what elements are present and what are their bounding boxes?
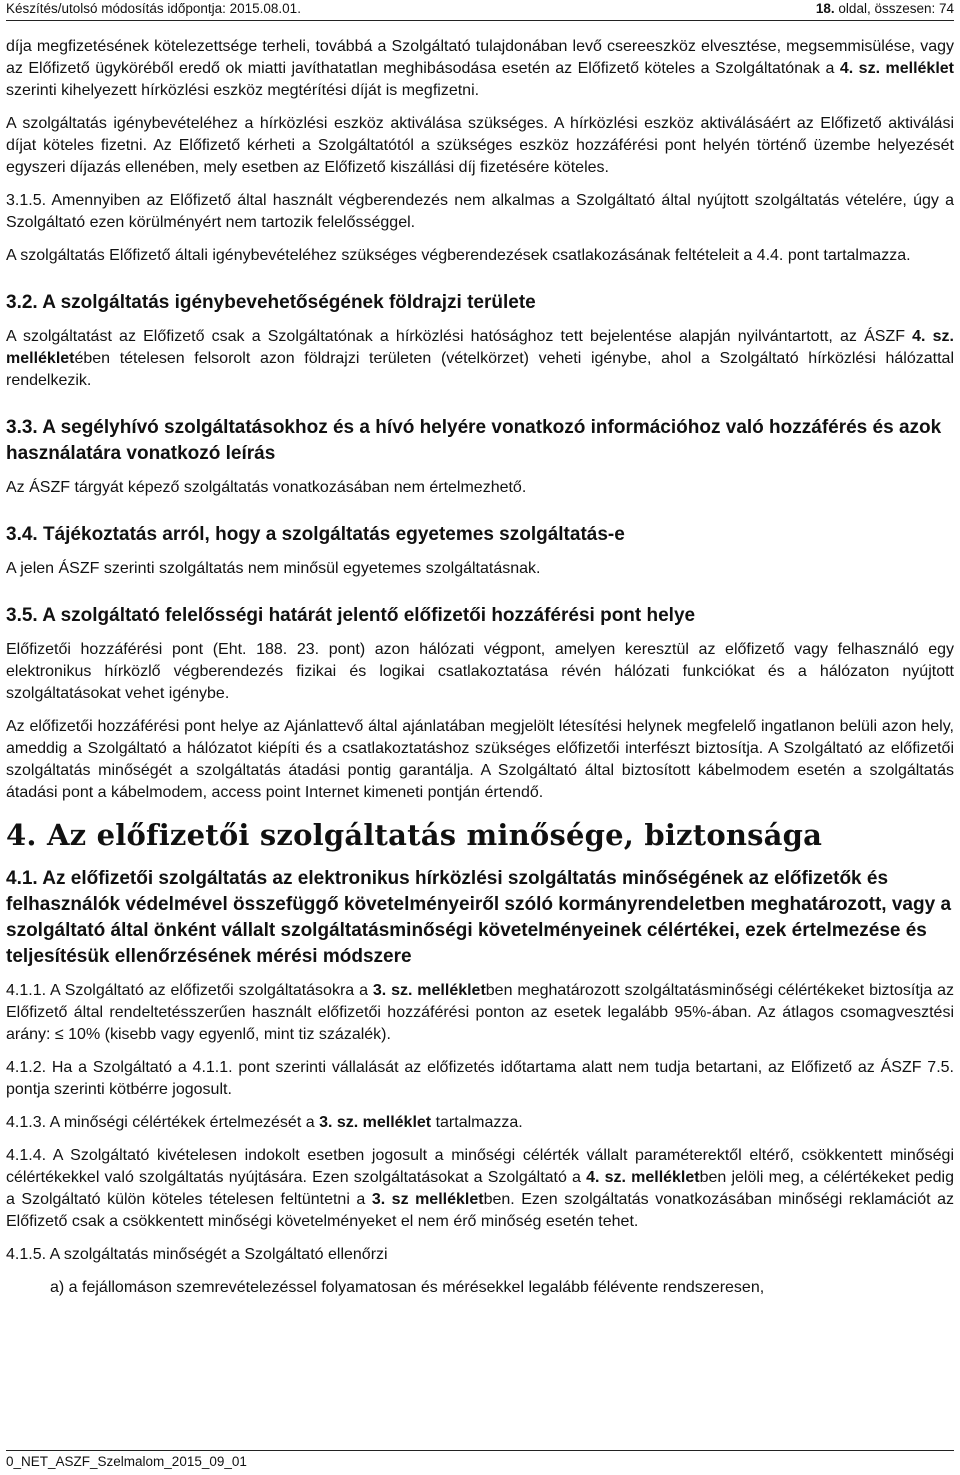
document-body [6,36,954,1310]
paragraph-device-fee: díja megfizetésének kötelezettsége terheli, továbbá a Szolgáltató tulajdonában levő csereeszköz elvesztése, megsemmisülése, vagy az Előfizető ügyköréből eredő ok miatti javíthatatlan meghibásodása esetén az Előfizető köteles a Szolgáltatónak a 4. sz. melléklet szerinti kihelyezett hírközlési eszköz megtérítési díját is megfizetni. [6,38,954,99]
paragraph-3-5-b: Az előfizetői hozzáférési pont helye az Ajánlattevő által ajánlatában megjelölt létesítési helynek megfelelő ingatlanon belüli azon hely, ameddig a Szolgáltató a hálózatot kiépíti és a csatlakoztatáshoz szükséges előfizetői interfészt biztosítja. A Szolgáltató az előfizetői szolgáltatás minőségét a szolgáltatás átadási pontig garantálja. A Szolgáltató által biztosított kábelmodem esetén a szolgáltatás átadási pont a kábelmodem, access point Internet kimeneti pontján értendő. [6,718,954,801]
paragraph-3-4: A jelen ÁSZF szerinti szolgáltatás nem minősül egyetemes szolgáltatásnak. [6,560,541,577]
paragraph-3-1-5: 3.1.5. Amennyiben az Előfizető által használt végberendezés nem alkalmas a Szolgáltató által nyújtott szolgáltatás vételére, úgy a Szolgáltató ezen körülményért nem tartozik felelősséggel. [6,192,954,231]
page-header [6,0,954,21]
paragraph-4-1-5: 4.1.5. A szolgáltatás minőségét a Szolgáltató ellenőrzi [6,1246,388,1263]
heading-3-2: 3.2. A szolgáltatás igénybevehetőségének földrajzi területe [6,292,536,313]
chapter-4-title: 4. Az előfizetői szolgáltatás minősége, biztonsága [6,818,823,852]
page-indicator [816,0,954,18]
paragraph-4-1-2: 4.1.2. Ha a Szolgáltató a 4.1.1. pont szerinti vállalását az előfizetés időtartama alatt nem tudja betartani, az Előfizető az ÁSZF 7.5. pontja szerinti kötbérre jogosult. [6,1059,954,1098]
page-footer [6,1450,954,1469]
paragraph-3-3: Az ÁSZF tárgyát képező szolgáltatás vonatkozásában nem értelmezhető. [6,479,527,496]
list-item-a: a) a fejállomáson szemrevételezéssel folyamatosan és mérésekkel legalább félévente rendszeresen, [50,1279,765,1296]
document-id: 0_NET_ASZF_Szelmalom_2015_09_01 [6,1454,247,1469]
heading-4-1: 4.1. Az előfizetői szolgáltatás az elektronikus hírközlési szolgáltatás minőségének az előfizetők és felhasználók védelmével összefüggő követelményeiről szóló kormányrendeletben meghatározott, vagy a szolgáltató által önként vállalt szolgáltatásminőségi követelményeinek célértékei, ezek értelmezése és teljesítésük ellenőrzésének mérési módszere [6,868,952,967]
page-total: oldal, összesen: 74 [834,1,954,16]
paragraph-4-1-4: 4.1.4. A Szolgáltató kivételesen indokolt esetben jogosult a minőségi célérték vállalt paraméterektől eltérő, csökkentett minőségi célértékekkel való szolgáltatás nyújtására. Ezen szolgáltatásokat a Szolgáltató a 4. sz. mellékletben jelöli meg, a célértékeket pedig a Szolgáltató külön köteles tételesen feltüntetni a 3. sz mellékletben. Ezen szolgáltatás vonatkozásában minőségi reklamációt az Előfizető csak a csökkentett minőségi követelményeket el nem érő minőség esetén tehet. [6,1147,955,1230]
heading-3-5: 3.5. A szolgáltató felelősségi határát jelentő előfizetői hozzáférési pont helye [6,605,696,626]
paragraph-4-1-1: 4.1.1. A Szolgáltató az előfizetői szolgáltatásokra a 3. sz. mellékletben meghatározott szolgáltatásminőségi célértékeket biztosítja az Előfizető által rendeltetésszerűen használt előfizetői hozzáférési ponton az esetek legalább 95%-ában. Az átlagos csomagvesztési arány: ≤ 10% (kisebb vagy egyenlő, mint tiz százalék). [6,982,954,1043]
paragraph-activation: A szolgáltatás igénybevételéhez a hírközlési eszköz aktiválása szükséges. A hírközlési eszköz aktiválásáért az Előfizető aktiválási díjat köteles fizetni. Az Előfizető kérheti a Szolgáltatótól a szükséges eszköz hozzáférési pont helyén történő üzembe helyezését egyszeri díjazás ellenében, mely esetben az Előfizető kiszállási díj fizetésére köteles. [6,115,954,176]
modification-date: Készítés/utolsó módosítás időpontja: 2015.08.01. [6,1,301,16]
heading-3-3: 3.3. A segélyhívó szolgáltatásokhoz és a hívó helyére vonatkozó információhoz való hozzáférés és azok használatára vonatkozó leírás [6,417,942,464]
paragraph-3-5-a: Előfizetői hozzáférési pont (Eht. 188. 23. pont) azon hálózati végpont, amelyen keresztül az előfizető vagy felhasználó egy elektronikus hírközlő végberendezés fizikai és logikai csatlakoztatása révén hálózati funkciókat és a hálózaton nyújtott szolgáltatásokat vehet igénybe. [6,641,954,702]
page-number: 18. [815,1,835,16]
heading-3-4: 3.4. Tájékoztatás arról, hogy a szolgáltatás egyetemes szolgáltatás-e [6,524,625,545]
paragraph-terminal-conditions: A szolgáltatás Előfizető általi igénybevételéhez szükséges végberendezések csatlakozásának feltételeit a 4.4. pont tartalmazza. [6,247,911,264]
paragraph-4-1-3: 4.1.3. A minőségi célértékek értelmezését a 3. sz. melléklet tartalmazza. [6,1114,523,1131]
paragraph-3-2: A szolgáltatást az Előfizető csak a Szolgáltatónak a hírközlési hatósághoz tett bejelentése alapján nyilvántartott, az ÁSZF 4. sz. mellékletében tételesen felsorolt azon földrajzi területen (vételkörzet) veheti igénybe, ahol a Szolgáltató hírközlési hálózattal rendelkezik. [6,328,954,389]
